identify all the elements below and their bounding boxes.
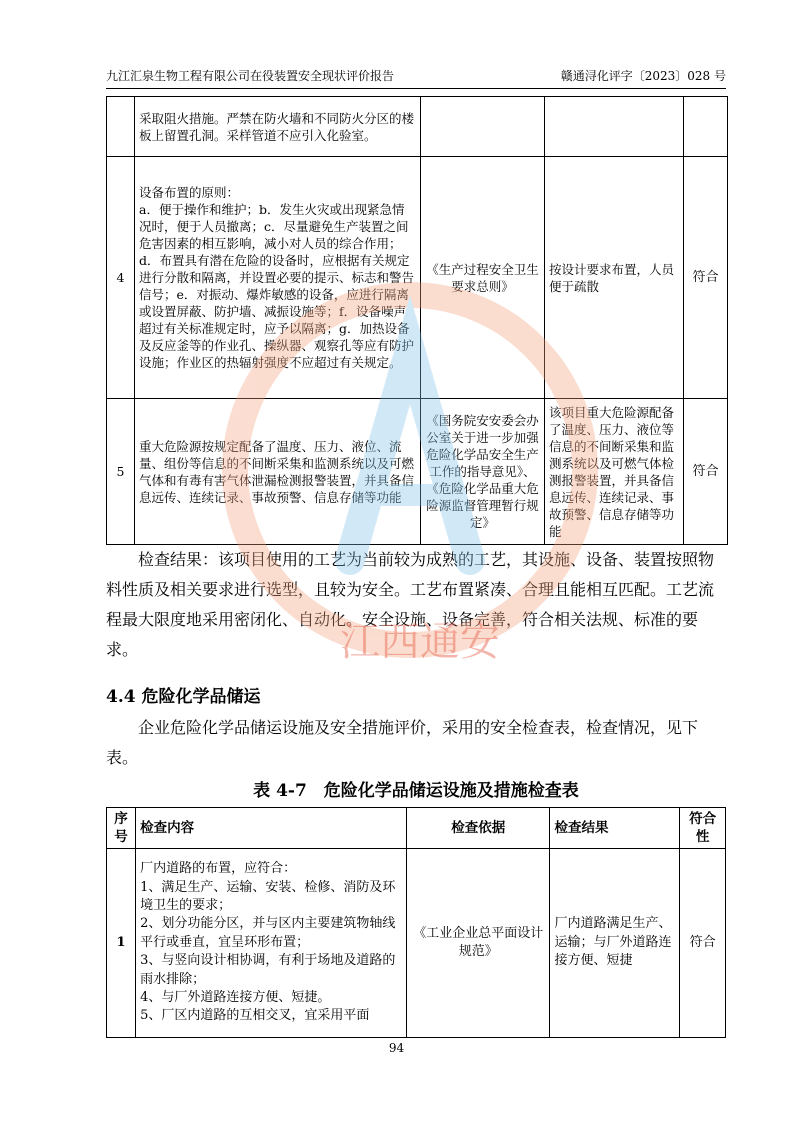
inspection-basis: 《工业企业总平面设计规范》 [407, 849, 550, 1038]
conformity: 符合 [680, 849, 726, 1038]
inspection-result: 该项目重大危险源配备了温度、压力、液位等信息的不间断采集和监测系统以及可燃气体检测报警装置，并具备信息远传、连续记录、事故预警、信息存储等功能 [545, 399, 684, 545]
inspection-basis: 《国务院安安委会办公室关于进一步加强危险化学品安全生产工作的指导意见》、《危险化学品重大危险源监督管理暂行规定》 [421, 399, 545, 545]
storage-inspection-table [106, 807, 726, 1038]
conformity: 符合 [684, 157, 728, 399]
page-header [106, 62, 726, 89]
page-number: 94 [388, 1041, 405, 1055]
header-report-title: 九江汇泉生物工程有限公司在役装置安全现状评价报告 [106, 69, 395, 83]
inspection-basis: 《生产过程安全卫生要求总则》 [421, 157, 545, 399]
header-report-number: 赣通浔化评字〔2023〕028 号 [560, 69, 726, 83]
inspection-content: 采取阻火措施。严禁在防火墙和不同防火分区的楼板上留置孔洞。采样管道不应引入化验室。 [135, 97, 421, 157]
table-row [107, 849, 726, 1038]
table-row [107, 97, 728, 157]
table-caption: 表 4-7 危险化学品储运设施及措施检查表 [253, 781, 579, 801]
header-basis: 检查依据 [407, 808, 550, 849]
inspection-conclusion: 检查结果：该项目使用的工艺为当前较为成熟的工艺，其设施、设备、装置按照物料性质及相关要求进行选型，且较为安全。工艺布置紧凑、合理且能相互匹配。工艺流程最大限度地采用密闭化、自动化。安全设施、设备完善，符合相关法规、标准的要求。 [106, 550, 715, 659]
section-intro: 企业危险化学品储运设施及安全措施评价，采用的安全检查表，检查情况，见下表。 [106, 718, 699, 767]
table-header-row [107, 808, 726, 849]
row-number: 4 [107, 157, 135, 399]
conformity [684, 97, 728, 157]
inspection-table-continued [106, 96, 728, 545]
inspection-result: 厂内道路满足生产、运输；与厂外道路连接方便、短捷 [550, 849, 680, 1038]
row-number: 5 [107, 399, 135, 545]
row-number [107, 97, 135, 157]
section-title: 4.4 危险化学品储运 [106, 687, 261, 707]
inspection-result [545, 97, 684, 157]
header-no: 序号 [107, 808, 136, 849]
header-content: 检查内容 [136, 808, 407, 849]
inspection-content: 设备布置的原则： a．便于操作和维护；b．发生火灾或出现紧急情况时，便于人员撤离；c．尽量避免生产装置之间危害因素的相互影响，减小对人员的综合作用；d．布置具有潜在危险的设备时，应根据有关规定进行分散和隔离，并设置必要的提示、标志和警告信号；e．对振动、爆炸敏感的设备，应进行隔离或设置屏蔽、防护墙、减振设施等；f．设备噪声超过有关标准规定时，应予以隔离；g．加热设备及反应釜等的作业孔、操纵器、观察孔等应有防护设施；作业区的热辐射强度不应超过有关规定。 [135, 157, 421, 399]
row-number: 1 [107, 849, 136, 1038]
stamp-text: 江西通安 [340, 620, 500, 664]
header-conform: 符合性 [680, 808, 726, 849]
header-result: 检查结果 [550, 808, 680, 849]
inspection-content: 厂内道路的布置，应符合： 1、满足生产、运输、安装、检修、消防及环境卫生的要求； 2、划分功能分区，并与区内主要建筑物轴线平行或垂直，宜呈环形布置； 3、与竖向设计相协调，有利于场地及道路的雨水排除； 4、与厂外道路连接方便、短捷。 5、厂区内道路的互相交叉，宜采用平面 [136, 849, 407, 1038]
table-row [107, 399, 728, 545]
inspection-content: 重大危险源按规定配备了温度、压力、液位、流量、组份等信息的不间断采集和监测系统以及可燃气体和有毒有害气体泄漏检测报警装置，并具备信息远传、连续记录、事故预警、信息存储等功能 [135, 399, 421, 545]
table-row [107, 157, 728, 399]
inspection-basis [421, 97, 545, 157]
conformity: 符合 [684, 399, 728, 545]
inspection-result: 按设计要求布置，人员便于疏散 [545, 157, 684, 399]
